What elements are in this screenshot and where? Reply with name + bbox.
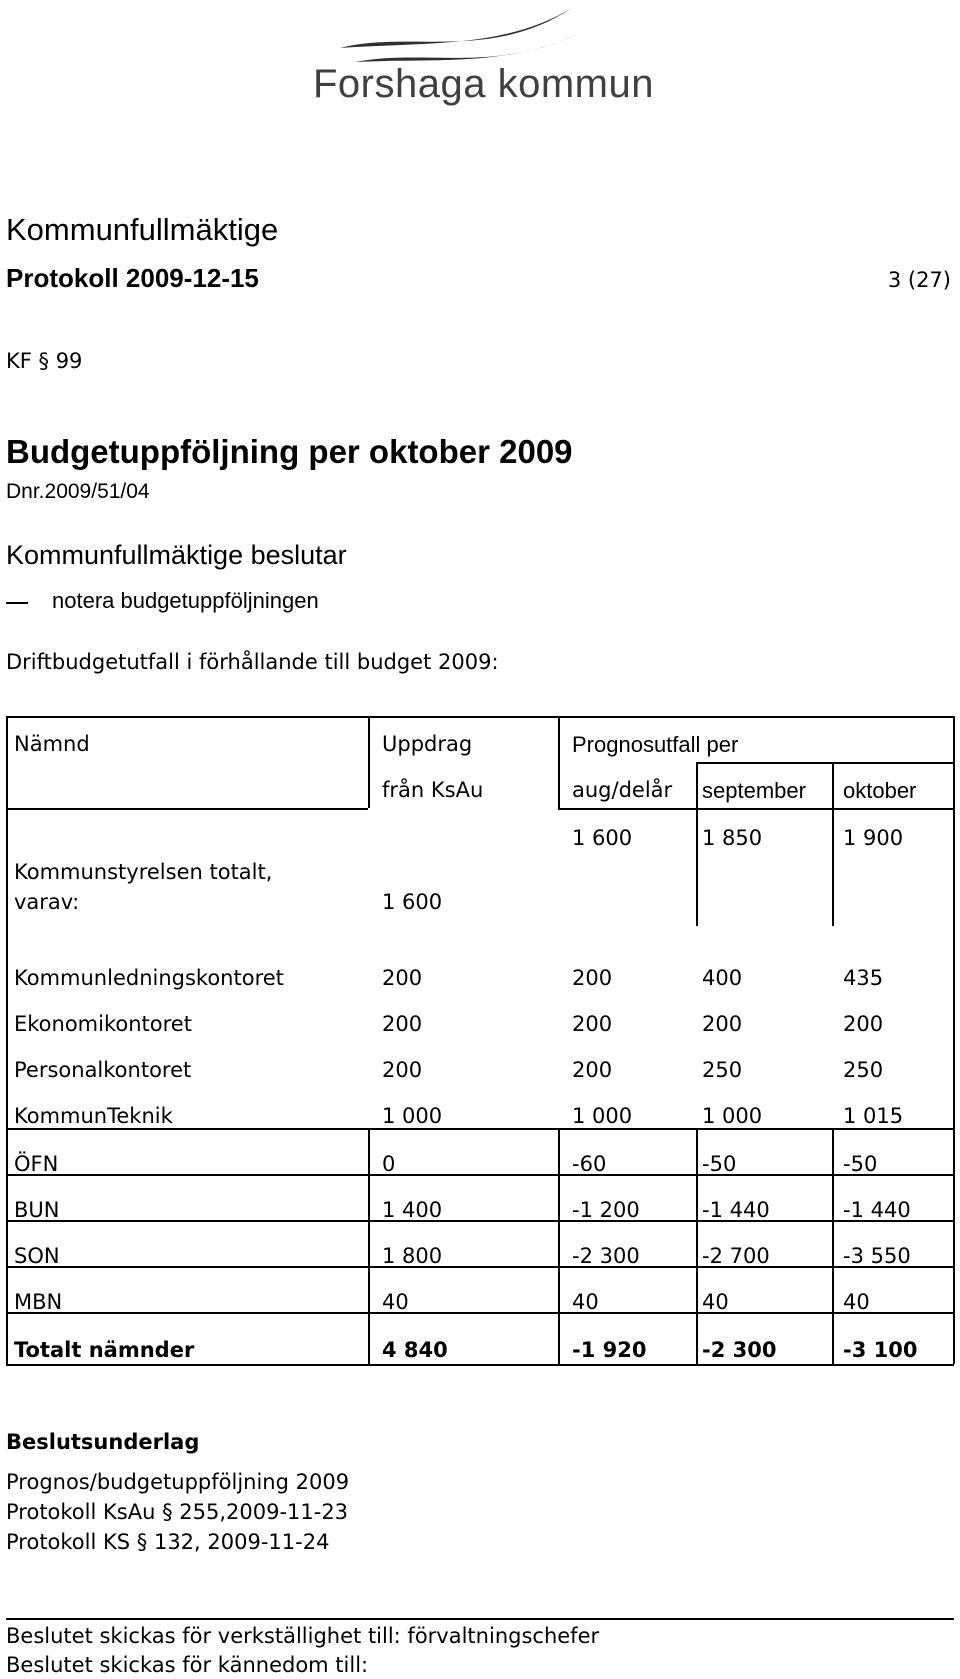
row-aug: -2 300 [572, 1244, 640, 1268]
row-aug: 200 [572, 966, 613, 990]
header-divider [696, 762, 954, 764]
footer-divider [6, 1618, 954, 1620]
underlag-item: Prognos/budgetuppföljning 2009 [6, 1470, 350, 1494]
row-sep: -1 440 [702, 1198, 770, 1222]
row-sep: -2 700 [702, 1244, 770, 1268]
row-okt: 435 [843, 966, 884, 990]
row-uppdrag: 0 [382, 1152, 396, 1176]
header-uppdrag-from: från KsAu [382, 778, 484, 802]
footer-notice: Beslutet skickas för kännedom till: [6, 1653, 369, 1677]
row-name: SON [14, 1244, 60, 1268]
row-name: Kommunledningskontoret [14, 966, 284, 990]
row-okt: 1 015 [843, 1104, 904, 1128]
row-okt: 250 [843, 1058, 884, 1082]
row-name: MBN [14, 1290, 63, 1314]
row-sep: 1 000 [702, 1104, 763, 1128]
section-heading: Budgetuppföljning per oktober 2009 [6, 433, 573, 470]
underlag-heading: Beslutsunderlag [6, 1430, 200, 1454]
column-divider [696, 762, 698, 926]
ks-sep: 1 850 [702, 826, 763, 850]
ks-label-line1: Kommunstyrelsen totalt, [14, 860, 273, 884]
footer-execution: Beslutet skickas för verkställighet till: förvaltningschefer [6, 1624, 600, 1648]
column-divider [558, 716, 560, 808]
total-uppdrag: 4 840 [382, 1338, 448, 1362]
total-aug: -1 920 [572, 1338, 647, 1362]
total-sep: -2 300 [702, 1338, 777, 1362]
row-sep: 250 [702, 1058, 743, 1082]
table-border-bottom [6, 1364, 954, 1366]
row-divider [6, 1220, 954, 1222]
bullet-dash [6, 602, 28, 604]
row-uppdrag: 200 [382, 1012, 423, 1036]
decision-bullet: notera budgetuppföljningen [52, 588, 319, 613]
row-sep: 200 [702, 1012, 743, 1036]
column-divider [558, 1128, 560, 1364]
row-name: KommunTeknik [14, 1104, 173, 1128]
total-okt: -3 100 [843, 1338, 918, 1362]
table-border-left [6, 716, 8, 1364]
table-caption: Driftbudgetutfall i förhållande till budget 2009: [6, 650, 499, 674]
header-namnd: Nämnd [14, 732, 90, 756]
row-okt: 200 [843, 1012, 884, 1036]
column-divider [832, 1128, 834, 1364]
row-aug: 40 [572, 1290, 599, 1314]
row-okt: -50 [843, 1152, 878, 1176]
ks-label-line2: varav: [14, 890, 80, 914]
header-sep: september [702, 778, 806, 803]
underlag-item: Protokoll KS § 132, 2009-11-24 [6, 1530, 330, 1554]
row-name: BUN [14, 1198, 60, 1222]
row-aug: -60 [572, 1152, 607, 1176]
ks-uppdrag: 1 600 [382, 890, 443, 914]
row-uppdrag: 1 800 [382, 1244, 443, 1268]
row-aug: -1 200 [572, 1198, 640, 1222]
column-divider [832, 762, 834, 926]
header-okt: oktober [843, 778, 917, 803]
column-divider [368, 716, 370, 808]
row-aug: 200 [572, 1058, 613, 1082]
row-uppdrag: 200 [382, 1058, 423, 1082]
document-title: Kommunfullmäktige [6, 212, 279, 247]
table-border-right [953, 716, 955, 1364]
paragraph-reference: KF § 99 [6, 349, 83, 373]
header-uppdrag: Uppdrag [382, 732, 473, 756]
decision-heading: Kommunfullmäktige beslutar [6, 540, 347, 570]
total-name: Totalt nämnder [14, 1338, 195, 1362]
logo-text: Forshaga kommun [313, 62, 654, 106]
row-divider [6, 1312, 954, 1314]
row-name: Personalkontoret [14, 1058, 192, 1082]
header-divider [6, 808, 368, 810]
row-okt: 40 [843, 1290, 870, 1314]
row-divider [6, 1128, 954, 1130]
page-number: 3 (27) [887, 268, 951, 292]
column-divider [696, 1128, 698, 1364]
ks-okt: 1 900 [843, 826, 904, 850]
ks-aug: 1 600 [572, 826, 633, 850]
row-aug: 200 [572, 1012, 613, 1036]
row-uppdrag: 1 000 [382, 1104, 443, 1128]
row-okt: -1 440 [843, 1198, 911, 1222]
row-divider [6, 1174, 954, 1176]
row-sep: 400 [702, 966, 743, 990]
row-uppdrag: 1 400 [382, 1198, 443, 1222]
row-divider [6, 1266, 954, 1268]
row-uppdrag: 40 [382, 1290, 409, 1314]
protocol-date: Protokoll 2009-12-15 [6, 263, 259, 293]
underlag-item: Protokoll KsAu § 255,2009-11-23 [6, 1500, 349, 1524]
row-name: Ekonomikontoret [14, 1012, 192, 1036]
column-divider [368, 1128, 370, 1364]
row-okt: -3 550 [843, 1244, 911, 1268]
header-prognos: Prognosutfall per [572, 732, 739, 757]
row-aug: 1 000 [572, 1104, 633, 1128]
header-divider [558, 808, 954, 810]
row-uppdrag: 200 [382, 966, 423, 990]
row-sep: -50 [702, 1152, 737, 1176]
table-border-top [6, 716, 954, 718]
diary-number: Dnr.2009/51/04 [6, 480, 150, 503]
header-aug: aug/delår [572, 778, 673, 802]
row-sep: 40 [702, 1290, 729, 1314]
row-name: ÖFN [14, 1152, 59, 1176]
